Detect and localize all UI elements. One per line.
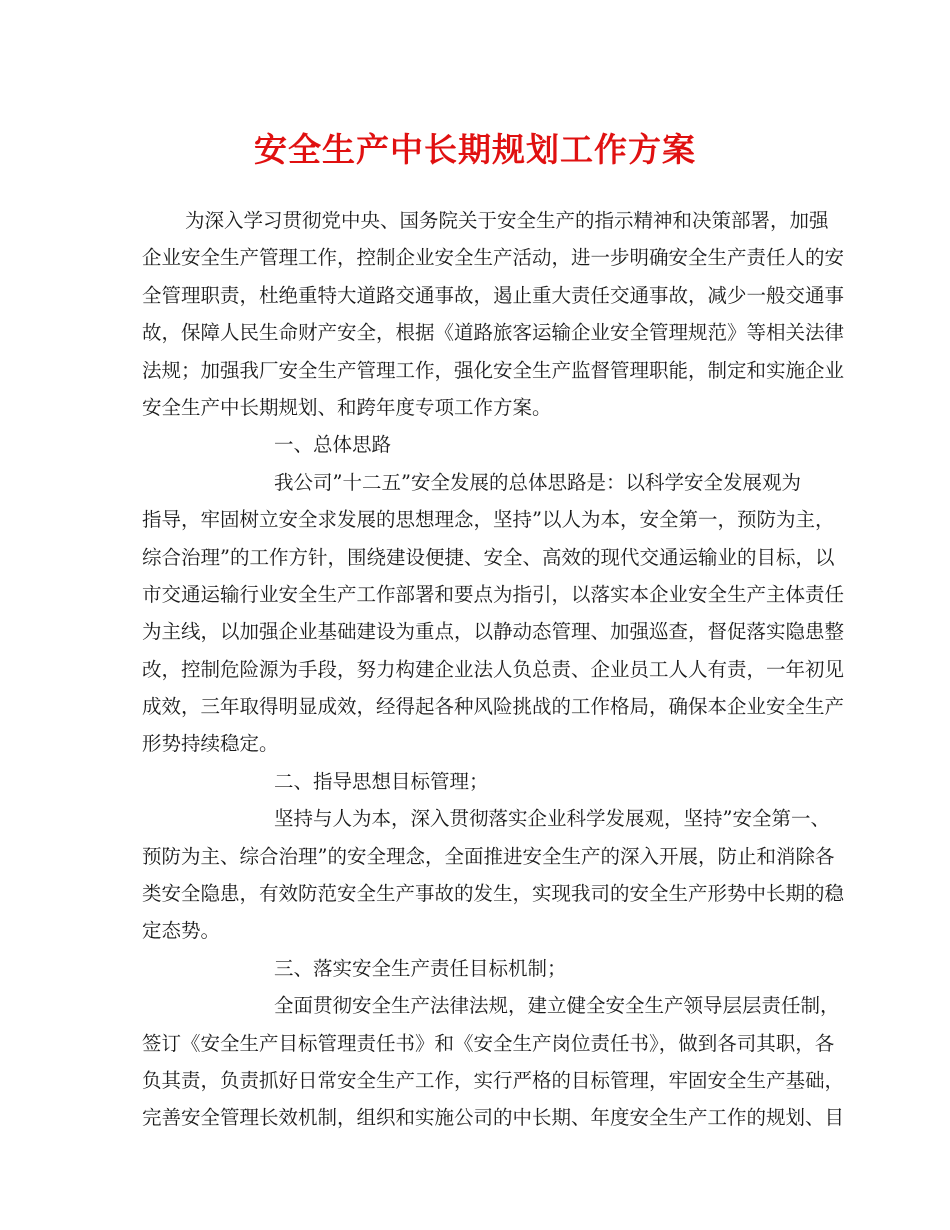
- body-line: 法规；加强我厂安全生产管理工作，强化安全生产监督管理职能，制定和实施企业: [142, 358, 845, 382]
- body-line: 坚持与人为本，深入贯彻落实企业科学发展观，坚持”安全第一、: [274, 807, 830, 831]
- body-line: 安全生产中长期规划、和跨年度专项工作方案。: [142, 395, 552, 419]
- body-line: 故，保障人民生命财产安全，根据《道路旅客运输企业安全管理规范》等相关法律: [142, 321, 845, 345]
- body-line: 全管理职责，杜绝重特大道路交通事故，遏止重大责任交通事故，减少一般交通事: [142, 283, 845, 307]
- body-line: 签订《安全生产目标管理责任书》和《安全生产岗位责任书》，做到各司其职，各: [142, 1031, 835, 1055]
- body-line: 全面贯彻安全生产法律法规，建立健全安全生产领导层层责任制，: [274, 994, 840, 1018]
- section-heading: 一、总体思路: [274, 433, 392, 457]
- body-line: 我公司”十二五”安全发展的总体思路是：以科学安全发展观为: [274, 470, 801, 494]
- body-line: 综合治理”的工作方针，围绕建设便捷、安全、高效的现代交通运输业的目标，以: [142, 545, 835, 569]
- body-line: 定态势。: [142, 919, 221, 943]
- body-line: 类安全隐患，有效防范安全生产事故的发生，实现我司的安全生产形势中长期的稳: [142, 882, 845, 906]
- body-line: 负其责，负责抓好日常安全生产工作，实行严格的目标管理，牢固安全生产基础，: [142, 1068, 845, 1092]
- body-line: 改，控制危险源为手段，努力构建企业法人负总责、企业员工人人有责，一年初见: [142, 657, 845, 681]
- body-line: 为深入学习贯彻党中央、国务院关于安全生产的指示精神和决策部署，加强: [185, 209, 829, 232]
- document-title: 安全生产中长期规划工作方案: [254, 130, 696, 169]
- body-line: 企业安全生产管理工作，控制企业安全生产活动，进一步明确安全生产责任人的安: [142, 246, 845, 270]
- body-line: 成效，三年取得明显成效，经得起各种风险挑战的工作格局，确保本企业安全生产: [142, 695, 845, 719]
- body-line: 指导，牢固树立安全求发展的思想理念，坚持”以人为本，安全第一，预防为主，: [142, 508, 835, 532]
- body-line: 市交通运输行业安全生产工作部署和要点为指引，以落实本企业安全生产主体责任: [142, 582, 845, 606]
- body-line: 完善安全管理长效机制，组织和实施公司的中长期、年度安全生产工作的规划、目: [142, 1106, 845, 1130]
- body-line: 预防为主、综合治理”的安全理念，全面推进安全生产的深入开展，防止和消除各: [142, 844, 835, 868]
- section-heading: 二、指导思想目标管理；: [274, 769, 489, 793]
- body-line: 形势持续稳定。: [142, 732, 279, 756]
- section-heading: 三、落实安全生产责任目标机制；: [274, 956, 567, 980]
- body-line: 为主线，以加强企业基础建设为重点，以静动态管理、加强巡查，督促落实隐患整: [142, 620, 845, 644]
- document-body: [142, 202, 845, 1137]
